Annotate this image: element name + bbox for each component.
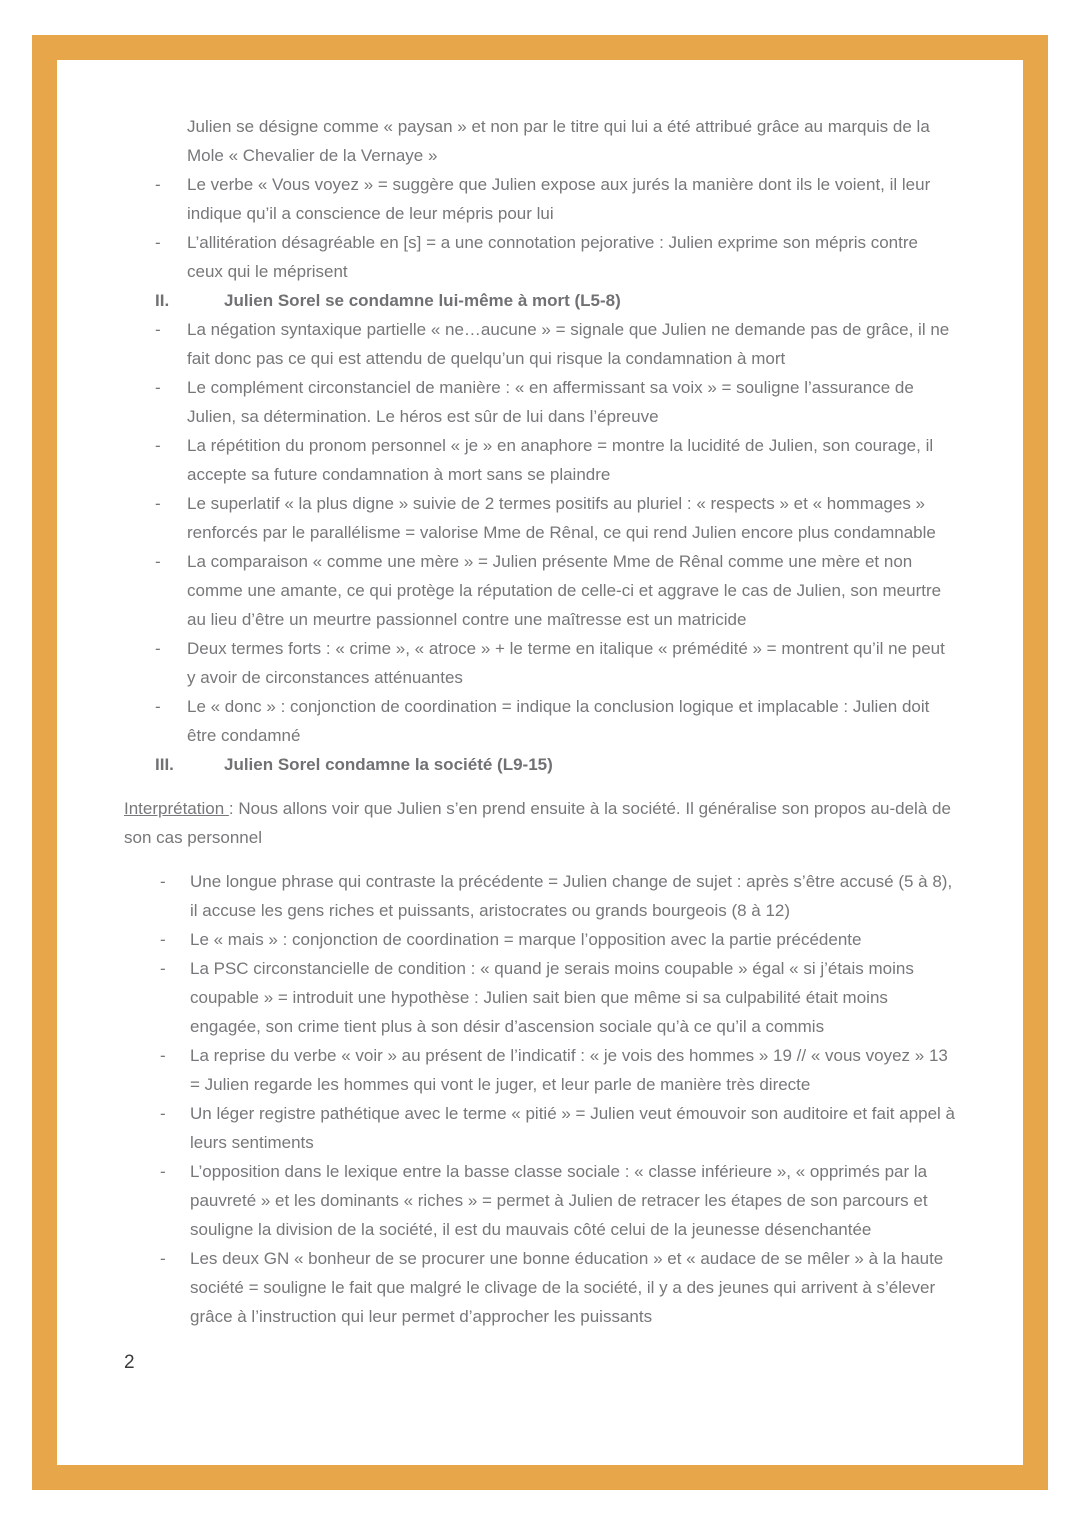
section1-list <box>155 112 957 286</box>
list-item-text: Deux termes forts : « crime », « atroce » + le terme en italique « prémédité » = montrent qu’il ne peut y avoir de circonstances atténuantes <box>187 639 945 687</box>
section2-list <box>155 315 957 750</box>
section2-title: Julien Sorel se condamne lui-même à mort (L5-8) <box>224 291 621 310</box>
list-item <box>160 867 957 925</box>
list-item-dash: - <box>155 436 161 455</box>
list-item-dash: - <box>160 872 166 891</box>
list-item-dash: - <box>160 959 166 978</box>
section2-heading <box>155 286 957 315</box>
list-item <box>160 1099 957 1157</box>
page-border-frame <box>32 35 1048 1490</box>
list-item-text: L’opposition dans le lexique entre la basse classe sociale : « classe inférieure », « opprimés par la pauvreté » et les dominants « riches » = permet à Julien de retracer les étapes de son parcours et souligne la division de la société, il est du mauvais côté celui de la jeunesse désenchantée <box>190 1162 928 1239</box>
list-item-dash: - <box>155 639 161 658</box>
list-item <box>155 112 957 170</box>
list-item-text: Le complément circonstanciel de manière : « en affermissant sa voix » = souligne l’assurance de Julien, sa détermination. Le héros est sûr de lui dans l’épreuve <box>187 378 914 426</box>
list-item-text: Un léger registre pathétique avec le terme « pitié » = Julien veut émouvoir son auditoire et fait appel à leurs sentiments <box>190 1104 955 1152</box>
list-item <box>160 1041 957 1099</box>
list-item <box>155 547 957 634</box>
interpretation-label: Interprétation <box>124 799 229 818</box>
section3-number: III. <box>155 755 174 774</box>
list-item-text: Les deux GN « bonheur de se procurer une bonne éducation » et « audace de se mêler » à la haute société = souligne le fait que malgré le clivage de la société, il y a des jeunes qui arrivent à s’élever grâce à l’instruction qui leur permet d’approcher les puissants <box>190 1249 944 1326</box>
list-item <box>160 1244 957 1331</box>
list-item-dash: - <box>155 552 161 571</box>
page-number: 2 <box>124 1352 135 1373</box>
list-item-text: La PSC circonstancielle de condition : « quand je serais moins coupable » égal « si j’étais moins coupable » = introduit une hypothèse : Julien sait bien que même si sa culpabilité était moins engagée, son crime tient plus à son désir d’ascension sociale qu’à ce qu’il a commis <box>190 959 914 1036</box>
list-item-dash: - <box>155 494 161 513</box>
interpretation-text: Nous allons voir que Julien s’en prend ensuite à la société. Il généralise son propos au-delà de son cas personnel <box>124 799 951 847</box>
list-item-text: La négation syntaxique partielle « ne…aucune » = signale que Julien ne demande pas de grâce, il ne fait donc pas ce qui est attendu de quelqu’un qui risque la condamnation à mort <box>187 320 950 368</box>
list-item <box>160 925 957 954</box>
list-item-dash: - <box>155 233 161 252</box>
list-item-text: Le « donc » : conjonction de coordination = indique la conclusion logique et implacable : Julien doit être condamné <box>187 697 930 745</box>
list-item-dash: - <box>160 1104 166 1123</box>
list-item <box>155 431 957 489</box>
list-item-text: Le « mais » : conjonction de coordination = marque l’opposition avec la partie précédente <box>190 930 862 949</box>
list-item <box>155 634 957 692</box>
section2-number: II. <box>155 291 170 310</box>
section3-list <box>160 867 957 1331</box>
list-item-text: La reprise du verbe « voir » au présent de l’indicatif : « je vois des hommes » 19 // « vous voyez » 13 = Julien regarde les hommes qui vont le juger, et leur parle de manière très directe <box>190 1046 948 1094</box>
list-item-text: Le verbe « Vous voyez » = suggère que Julien expose aux jurés la manière dont ils le voient, il leur indique qu’il a conscience de leur mépris pour lui <box>187 175 931 223</box>
list-item <box>155 692 957 750</box>
list-item-dash: - <box>155 175 161 194</box>
list-item-text: Le superlatif « la plus digne » suivie de 2 termes positifs au pluriel : « respects » et « hommages » renforcés par le parallélisme = valorise Mme de Rênal, ce qui rend Julien encore plus condamnable <box>187 494 936 542</box>
list-item <box>155 228 957 286</box>
list-item-text: Une longue phrase qui contraste la précédente = Julien change de sujet : après s’être accusé (5 à 8), il accuse les gens riches et puissants, aristocrates ou grands bourgeois (8 à 12) <box>190 872 953 920</box>
list-item <box>160 954 957 1041</box>
list-item-dash: - <box>160 930 166 949</box>
list-item-dash: - <box>155 697 161 716</box>
list-item-dash: - <box>155 320 161 339</box>
list-item-dash: - <box>160 1162 166 1181</box>
section3-heading <box>155 750 957 779</box>
page-content <box>57 60 1023 1377</box>
interpretation-separator: : <box>228 799 239 818</box>
list-item <box>160 1157 957 1244</box>
list-item-text: La comparaison « comme une mère » = Julien présente Mme de Rênal comme une mère et non comme une amante, ce qui protège la réputation de celle-ci et aggrave le cas de Julien, son meurtre au lieu d’être un meurtre passionnel contre une maîtresse est un matricide <box>187 552 942 629</box>
list-item-dash: - <box>160 1046 166 1065</box>
interpretation-paragraph <box>124 794 957 852</box>
list-item <box>155 373 957 431</box>
list-item-text: La répétition du pronom personnel « je » en anaphore = montre la lucidité de Julien, son courage, il accepte sa future condamnation à mort sans se plaindre <box>187 436 934 484</box>
list-item <box>155 170 957 228</box>
list-item-dash: - <box>155 378 161 397</box>
list-item-text: L’allitération désagréable en [s] = a une connotation pejorative : Julien exprime son mépris contre ceux qui le méprisent <box>187 233 918 281</box>
list-item <box>155 315 957 373</box>
list-item-text: Julien se désigne comme « paysan » et non par le titre qui lui a été attribué grâce au marquis de la Mole « Chevalier de la Vernaye » <box>187 117 930 165</box>
list-item <box>155 489 957 547</box>
section3-title: Julien Sorel condamne la société (L9-15) <box>224 755 553 774</box>
list-item-dash: - <box>160 1249 166 1268</box>
